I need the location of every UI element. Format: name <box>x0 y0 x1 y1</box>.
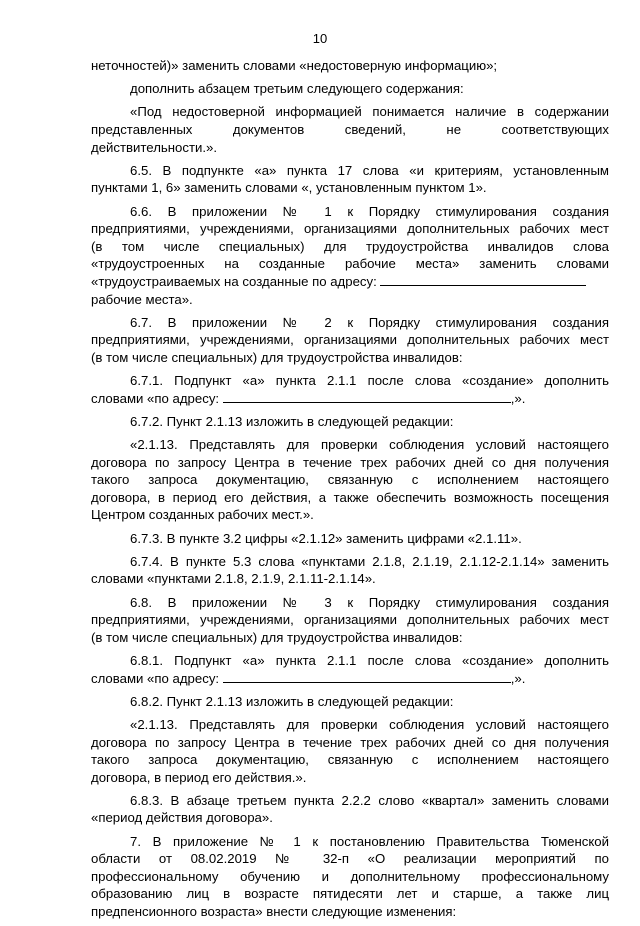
text-fragment: словами «по адресу: <box>91 390 220 406</box>
text-line: (в том числе специальных) для трудоустройства инвалидов: <box>91 629 463 645</box>
text-line: профессиональному обучению и дополнительному профессиональному <box>91 868 609 884</box>
text-line <box>52 273 609 291</box>
text-line: действительности.». <box>91 139 218 155</box>
text-line: неточностей)» заменить словами «недостоверную информацию»; <box>91 58 498 73</box>
text-line: представленных документов сведений, не соответствующих <box>91 121 609 137</box>
text-line: предприятиями, учреждениями, организациями дополнительных рабочих мест <box>91 332 609 348</box>
paragraph <box>91 203 609 309</box>
text-line: 7. В приложение № 1 к постановлению Правительства Тюменской <box>130 833 609 849</box>
paragraph <box>91 530 609 548</box>
paragraph <box>91 553 609 588</box>
text-line: словами «пунктами 2.1.8, 2.1.9, 2.1.11-2.1.14». <box>91 571 376 587</box>
text-line: такого запроса документацию, связанную с исполнением настоящего <box>91 472 609 488</box>
text-line: 6.6. В приложении № 1 к Порядку стимулирования создания <box>130 203 609 219</box>
paragraph <box>91 314 609 367</box>
text-line: 6.7.1. Подпункт «а» пункта 2.1.1 после слова «создание» дополнить <box>130 373 609 389</box>
text-line: 6.8.3. В абзаце третьем пункта 2.2.2 слово «квартал» заменить словами <box>130 792 609 808</box>
paragraph <box>91 693 609 711</box>
text-line: рабочие места». <box>91 291 193 307</box>
text-line: пунктами 1, 6» заменить словами «, установленным пунктом 1». <box>91 180 487 196</box>
text-line: 6.8. В приложении № 3 к Порядку стимулирования создания <box>130 594 609 610</box>
text-line: 6.8.1. Подпункт «а» пункта 2.1.1 после слова «создание» дополнить <box>130 652 609 668</box>
document-body <box>91 57 609 926</box>
text-line: такого запроса документацию, связанную с исполнением настоящего <box>91 752 609 768</box>
paragraph <box>91 716 609 786</box>
address-blank-line <box>223 390 511 403</box>
text-fragment: ,». <box>510 670 526 686</box>
paragraph <box>91 594 609 647</box>
text-line: 6.8.2. Пункт 2.1.13 изложить в следующей редакции: <box>130 693 454 709</box>
text-line: договора, в период его действия, а также обеспечить возможность посещения <box>91 489 609 505</box>
paragraph <box>91 652 609 687</box>
text-line: «Под недостоверной информацией понимается наличие в содержании <box>130 104 609 120</box>
paragraph <box>91 833 609 921</box>
text-line: предприятиями, учреждениями, организациями дополнительных рабочих мест <box>91 612 609 628</box>
text-line: «2.1.13. Представлять для проверки соблюдения условий настоящего <box>130 716 609 732</box>
text-line: (в том числе специальных) для трудоустройства инвалидов: <box>91 349 463 365</box>
text-fragment: ,». <box>510 390 526 406</box>
text-line: области от 08.02.2019 № 32-п «О реализации мероприятий по <box>91 851 609 867</box>
paragraph <box>91 413 609 431</box>
text-line: дополнить абзацем третьим следующего содержания: <box>130 81 464 97</box>
text-line: «период действия договора». <box>91 810 273 826</box>
text-line: 6.7. В приложении № 2 к Порядку стимулирования создания <box>130 314 609 330</box>
paragraph <box>91 103 609 156</box>
text-fragment: словами «по адресу: <box>91 670 220 686</box>
text-line: предприятиями, учреждениями, организациями дополнительных рабочих мест <box>91 221 609 237</box>
text-line: договора, в период его действия.». <box>91 769 307 785</box>
text-line: 6.7.2. Пункт 2.1.13 изложить в следующей редакции: <box>130 413 454 429</box>
address-blank-line <box>223 670 511 683</box>
paragraph <box>91 372 609 407</box>
paragraph <box>91 162 609 197</box>
paragraph <box>91 792 609 827</box>
text-line <box>52 390 609 408</box>
text-line: (в том числе специальных) для трудоустройства инвалидов слова <box>91 238 609 254</box>
text-fragment: «трудоустраиваемых на созданные по адресу: <box>91 273 377 289</box>
paragraph <box>91 436 609 524</box>
address-blank-line <box>380 273 586 286</box>
text-line: «трудоустроенных на созданные рабочие места» заменить словами <box>91 256 609 272</box>
text-line: 6.5. В подпункте «а» пункта 17 слова «и критериям, установленным <box>130 162 609 178</box>
paragraph <box>91 57 609 75</box>
text-line: 6.7.3. В пункте 3.2 цифры «2.1.12» заменить цифрами «2.1.11». <box>130 530 522 546</box>
paragraph <box>91 80 609 98</box>
text-line: образованию лиц в возрасте пятидесяти лет и старше, а также лиц <box>91 886 609 902</box>
text-line: «2.1.13. Представлять для проверки соблюдения условий настоящего <box>130 437 609 453</box>
text-line: договора по запросу Центра в течение трех рабочих дней со дня получения <box>91 454 609 470</box>
text-line <box>52 670 609 688</box>
text-line: договора по запросу Центра в течение трех рабочих дней со дня получения <box>91 734 609 750</box>
text-line: Центром созданных рабочих мест.». <box>91 507 314 523</box>
text-line: предпенсионного возраста» внести следующие изменения: <box>91 904 457 920</box>
page-number: 10 <box>312 31 328 46</box>
text-line: 6.7.4. В пункте 5.3 слова «пунктами 2.1.8, 2.1.19, 2.1.12-2.1.14» заменить <box>130 553 609 569</box>
